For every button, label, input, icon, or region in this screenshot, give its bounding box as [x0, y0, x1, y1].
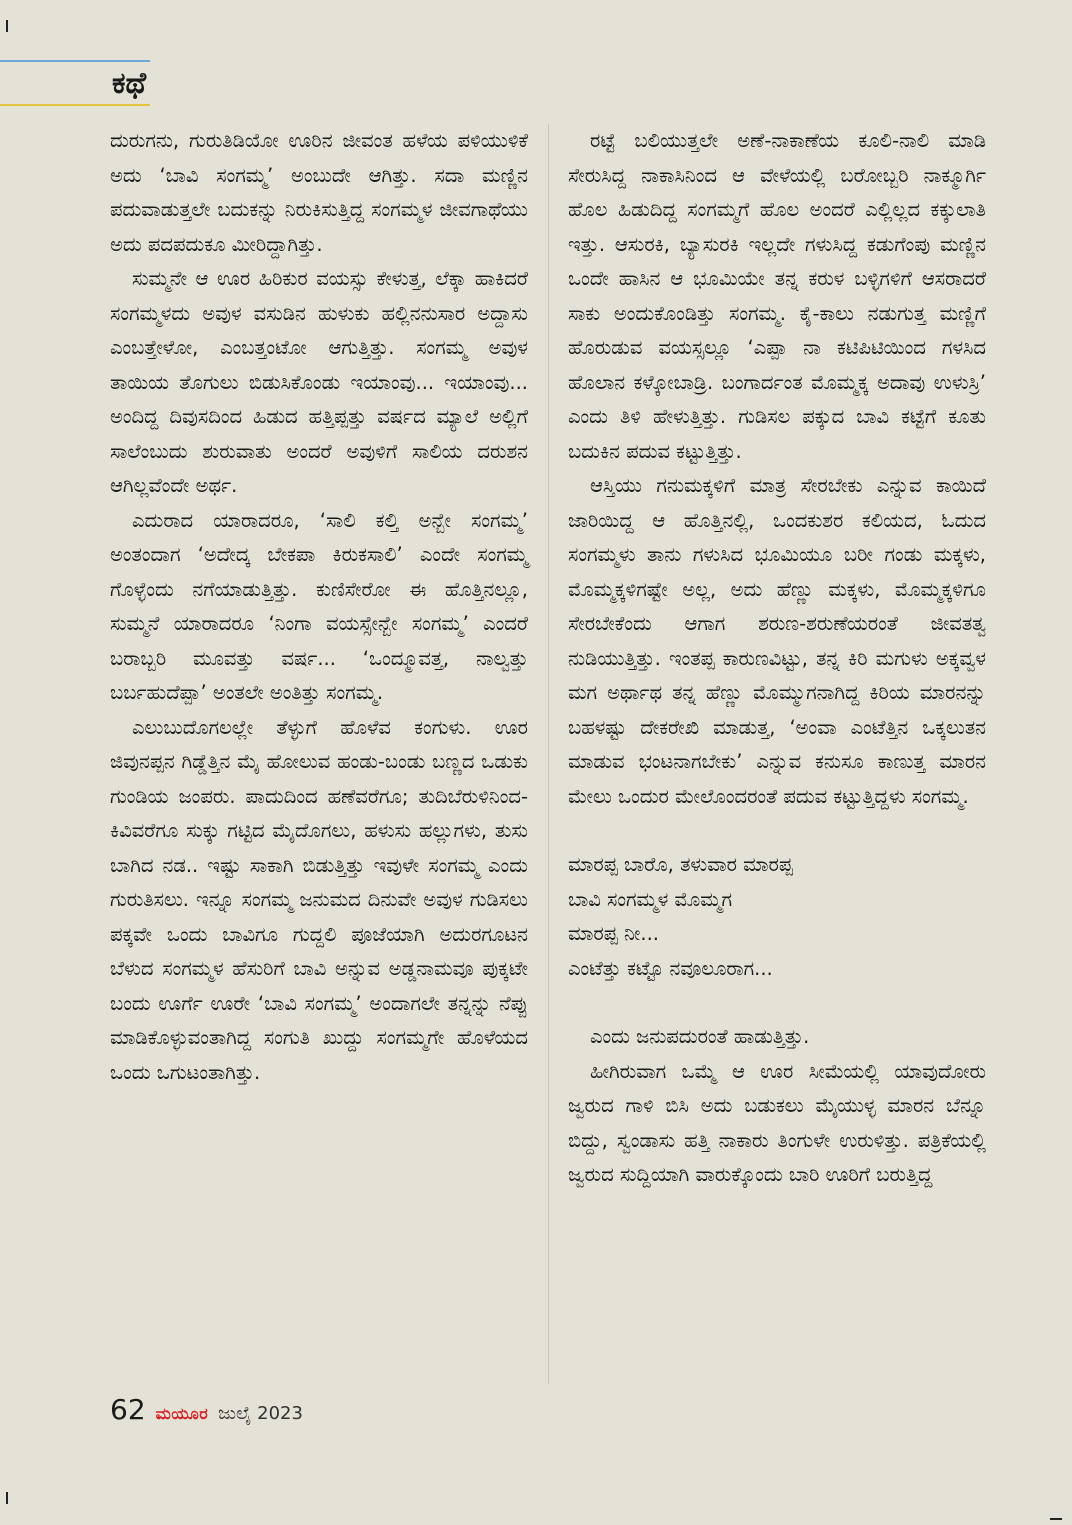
- verse: [568, 848, 986, 986]
- paragraph: ಎಂದು ಜನುಪದುರಂತೆ ಹಾಡುತ್ತಿತ್ತು.: [590, 1025, 810, 1048]
- page-number: 62: [110, 1393, 146, 1426]
- crop-mark-top-left: [6, 20, 8, 32]
- section-title: ಕಥೆ: [112, 66, 147, 101]
- crop-mark-bottom-right: [1050, 1518, 1062, 1520]
- magazine-logo: ಮಯೂರ: [155, 1404, 209, 1423]
- verse-line: ಮಾರಪ್ಪ ನೀ...: [568, 922, 659, 945]
- verse-line: ಎಂಟೆತ್ತು ಕಟ್ಟೊ ನವೂಲೂರಾಗ...: [568, 956, 773, 980]
- paragraph: ಎಲುಬುದೊಗಲಲ್ಲೇ ತೆಳ್ಳುಗೆ ಹೊಳೆವ ಕಂಗುಳು. ಊರ ಜಿವುನಪ್ಪನ ಗಿಡ್ಡೆತ್ತಿನ ಮೈ ಹೋಲುವ ಹಂಡು-ಬಂಡು ಬಣ್ಣದ ಒಡುಕು ಗುಂಡಿಯ ಜಂಪರು. ಪಾದುದಿಂದ ಹಣೆವರೆಗೂ; ತುದಿಬೆರುಳಿನಿಂದ-ಕಿವಿವರೆಗೂ ಸುಕ್ಕು ಗಟ್ಟಿದ ಮೈದೊಗಲು, ಹಳುಸು ಹಲ್ಲುಗಳು, ತುಸು ಬಾಗಿದ ನಡ.. ಇಷ್ಟು ಸಾಕಾಗಿ ಬಿಡುತ್ತಿತ್ತು ಇವುಳೇ ಸಂಗಮ್ಮ ಎಂದು ಗುರುತಿಸಲು. ಇನ್ನೂ ಸಂಗಮ್ಮ ಜನುಮದ ದಿನುವೇ ಅವುಳ ಗುಡಿಸಲು ಪಕ್ಕವೇ ಒಂದು ಬಾವಿಗೂ ಗುದ್ದಲಿ ಪೂಜೆಯಾಗಿ ಅದುರಗೂಟನ ಬೆಳುದ ಸಂಗಮ್ಮಳ ಹೆಸುರಿಗೆ ಬಾವಿ ಅನ್ನುವ ಅಡ್ಡನಾಮವೂ ಪುಕ್ಕಟೇ ಬಂದು ಊರ್ಗೆ ಊರೇ ‘ಬಾವಿ ಸಂಗಮ್ಮ’ ಅಂದಾಗಲೇ ತನ್ನನ್ನು ನೆಪ್ಪು ಮಾಡಿಕೊಳ್ಳುವಂತಾಗಿದ್ದ ಸಂಗುತಿ ಖುದ್ದು ಸಂಗಮ್ಮಗೇ ಹೊಳೆಯದ ಒಂದು ಒಗುಟಂತಾಗಿತ್ತು.: [110, 715, 528, 1084]
- header-rule-yellow: [0, 104, 150, 106]
- paragraph: ದುರುಗನು, ಗುರುತಿಡಿಯೋ ಊರಿನ ಜೀವಂತ ಹಳೆಯ ಪಳಿಯುಳಿಕೆ ಅದು ‘ಬಾವಿ ಸಂಗಮ್ಮ’ ಅಂಬುದೇ ಆಗಿತ್ತು. ಸದಾ ಮಣ್ಣಿನ ಪದುವಾಡುತ್ತಲೇ ಬದುಕನ್ನು ನಿರುಕಿಸುತ್ತಿದ್ದ ಸಂಗಮ್ಮಳ ಜೀವಗಾಥೆಯು ಅದು ಪದಪದುಕೂ ಮೀರಿದ್ದಾಗಿತ್ತು.: [110, 129, 528, 256]
- paragraph: ಹೀಗಿರುವಾಗ ಒಮ್ಮೆ ಆ ಊರ ಸೀಮೆಯಲ್ಲಿ ಯಾವುದೋರು ಜ್ವರುದ ಗಾಳಿ ಬಿಸಿ ಅದು ಬಡುಕಲು ಮೈಯುಳ್ಳ ಮಾರನ ಬೆನ್ನೂ ಬಿದ್ದು, ಸ್ವಂಡಾಸು ಹತ್ತಿ ನಾಕಾರು ತಿಂಗುಳೇ ಉರುಳಿತ್ತು. ಪತ್ರಿಕೆಯಲ್ಲಿ ಜ್ವರುದ ಸುದ್ದಿಯಾಗಿ ವಾರುಕ್ಕೊಂದು ಬಾರಿ ಊರಿಗೆ ಬರುತ್ತಿದ್ದ: [568, 1059, 986, 1186]
- paragraph: ಸುಮ್ಮನೇ ಆ ಊರ ಹಿರಿಕುರ ವಯಸ್ಸು ಕೇಳುತ್ತ, ಲೆಕ್ಕಾ ಹಾಕಿದರೆ ಸಂಗಮ್ಮಳದು ಅವುಳ ವಸುಡಿನ ಹುಳುಕು ಹಲ್ಲಿನನುಸಾರ ಅದ್ದಾಸು ಎಂಬತ್ತೇಳೋ, ಎಂಬತ್ತಂಟೋ ಆಗುತ್ತಿತ್ತು. ಸಂಗಮ್ಮ ಅವುಳ ತಾಯಿಯ ತೊಗುಲು ಬಿಡುಸಿಕೊಂಡು ಇಯಾಂವು... ಇಯಾಂವು... ಅಂದಿದ್ದ ದಿವುಸದಿಂದ ಹಿಡುದ ಹತ್ತಿಪ್ಪತ್ತು ವರ್ಷದ ಮ್ಯಾಲೆ ಅಲ್ಲಿಗೆ ಸಾಲೆಂಬುದು ಶುರುವಾತು ಅಂದರೆ ಅವುಳಿಗೆ ಸಾಲಿಯ ದರುಶನ ಆಗಿಲ್ಲವೆಂದೇ ಅರ್ಥ.: [110, 267, 528, 497]
- page-footer: [110, 1392, 303, 1428]
- verse-line: ಬಾವಿ ಸಂಗಮ್ಮಳ ಮೊಮ್ಮಗ: [568, 887, 732, 911]
- crop-mark-bottom-left: [6, 1492, 8, 1504]
- issue-date: ಜುಲೈ 2023: [218, 1403, 303, 1424]
- paragraph: ರಟ್ಟೆ ಬಲಿಯುತ್ತಲೇ ಅಣೆ-ನಾಕಾಣೆಯ ಕೂಲಿ-ನಾಲಿ ಮಾಡಿ ಸೇರುಸಿದ್ದ ನಾಕಾಸಿನಿಂದ ಆ ವೇಳೆಯಲ್ಲಿ ಬರೋಬ್ಬರಿ ನಾಕ್ಮೂರ್ಗಿ ಹೊಲ ಹಿಡುದಿದ್ದ ಸಂಗಮ್ಮಗೆ ಹೊಲ ಅಂದರೆ ಎಲ್ಲಿಲ್ಲದ ಕಕ್ಕುಲಾತಿ ಇತ್ತು. ಆಸುರಕಿ, ಬ್ಯಾಸುರಕಿ ಇಲ್ಲದೇ ಗಳುಸಿದ್ದ ಕಡುಗೆಂಪು ಮಣ್ಣಿನ ಒಂದೇ ಹಾಸಿನ ಆ ಭೂಮಿಯೇ ತನ್ನ ಕರುಳ ಬಳ್ಳಿಗಳಿಗೆ ಆಸರಾದರೆ ಸಾಕು ಅಂದುಕೊಂಡಿತ್ತು ಸಂಗಮ್ಮ. ಕೈ-ಕಾಲು ನಡುಗುತ್ತ ಮಣ್ಣಿಗೆ ಹೊರುಡುವ ವಯಸ್ಸಲ್ಲೂ ‘ಎಪ್ಪಾ ನಾ ಕಟಿಪಿಟಿಯಿಂದ ಗಳಸಿದ ಹೊಲಾನ ಕಳ್ಕೋಬಾಡ್ರಿ. ಬಂಗಾರ್ದಂತ ಮೊಮ್ಮಕ್ಕ ಅದಾವು ಉಳುಸ್ರಿ’ ಎಂದು ತಿಳಿ ಹೇಳುತ್ತಿತ್ತು. ಗುಡಿಸಲ ಪಕ್ಕುದ ಬಾವಿ ಕಟ್ಟೆಗೆ ಕೂತು ಬದುಕಿನ ಪದುವ ಕಟ್ಟುತ್ತಿತ್ತು.: [568, 129, 986, 463]
- header-rule-blue: [0, 60, 150, 62]
- paragraph: ಎದುರಾದ ಯಾರಾದರೂ, ‘ಸಾಲಿ ಕಲ್ತಿ ಅನ್ಬೇ ಸಂಗಮ್ಮ’ ಅಂತಂದಾಗ ‘ಅದೇದ್ಕ ಬೇಕಪಾ ಕಿರುಕಸಾಲಿ’ ಎಂದೇ ಸಂಗಮ್ಮ ಗೊಳ್ಳೆಂದು ನಗೆಯಾಡುತ್ತಿತ್ತು. ಕುಣಿಸೇರೋ ಈ ಹೊತ್ತಿನಲ್ಲೂ, ಸುಮ್ಮನೆ ಯಾರಾದರೂ ‘ನಿಂಗಾ ವಯಸ್ಸೇನ್ಬೇ ಸಂಗಮ್ಮ’ ಎಂದರೆ ಬರಾಬ್ಬರಿ ಮೂವತ್ತು ವರ್ಷ... ‘ಒಂದ್ಮೂವತ್ತ, ನಾಲ್ವತ್ತು ಬರ್ಬಹುದೆಪ್ಪಾ’ ಅಂತಲೇ ಅಂತಿತ್ತು ಸಂಗಮ್ಮ.: [110, 508, 528, 704]
- paragraph: ಆಸ್ತಿಯು ಗನುಮಕ್ಕಳಿಗೆ ಮಾತ್ರ ಸೇರಬೇಕು ಎನ್ನುವ ಕಾಯಿದೆ ಜಾರಿಯಿದ್ದ ಆ ಹೊತ್ತಿನಲ್ಲಿ, ಒಂದಕುಶರ ಕಲಿಯದ, ಓದುದ ಸಂಗಮ್ಮಳು ತಾನು ಗಳುಸಿದ ಭೂಮಿಯೂ ಬರೀ ಗಂಡು ಮಕ್ಕಳು, ಮೊಮ್ಮಕ್ಕಳಿಗಷ್ಟೇ ಅಲ್ಲ, ಅದು ಹೆಣ್ಣು ಮಕ್ಕಳು, ಮೊಮ್ಮಕ್ಕಳಿಗೂ ಸೇರಬೇಕೆಂದು ಆಗಾಗ ಶರುಣ-ಶರುಣೆಯರಂತೆ ಜೀವತತ್ವ ನುಡಿಯುತ್ತಿತ್ತು. ಇಂತಪ್ಪ ಕಾರುಣವಿಟ್ಟು, ತನ್ನ ಕಿರಿ ಮಗುಳು ಅಕ್ಕವ್ವಳ ಮಗ ಅರ್ಥಾಥ ತನ್ನ ಹೆಣ್ಣು ಮೊಮ್ಮುಗನಾಗಿದ್ದ ಕಿರಿಯ ಮಾರನನ್ನು ಬಹಳಷ್ಟು ದೇಕರೇಖಿ ಮಾಡುತ್ತ, ‘ಅಂವಾ ಎಂಟೆತ್ತಿನ ಒಕ್ಕಲುತನ ಮಾಡುವ ಭಂಟನಾಗಬೇಕು’ ಎನ್ನುವ ಕನುಸೂ ಕಾಣುತ್ತ ಮಾರನ ಮೇಲು ಒಂದುರ ಮೇಲೊಂದರಂತೆ ಪದುವ ಕಟ್ಟುತ್ತಿದ್ದಳು ಸಂಗಮ್ಮ.: [568, 474, 986, 808]
- left-column: [110, 124, 528, 1090]
- right-column: [568, 124, 986, 1193]
- column-divider: [548, 124, 549, 1384]
- verse-line: ಮಾರಪ್ಪ ಬಾರೊ, ತಳುವಾರ ಮಾರಪ್ಪ: [568, 853, 793, 876]
